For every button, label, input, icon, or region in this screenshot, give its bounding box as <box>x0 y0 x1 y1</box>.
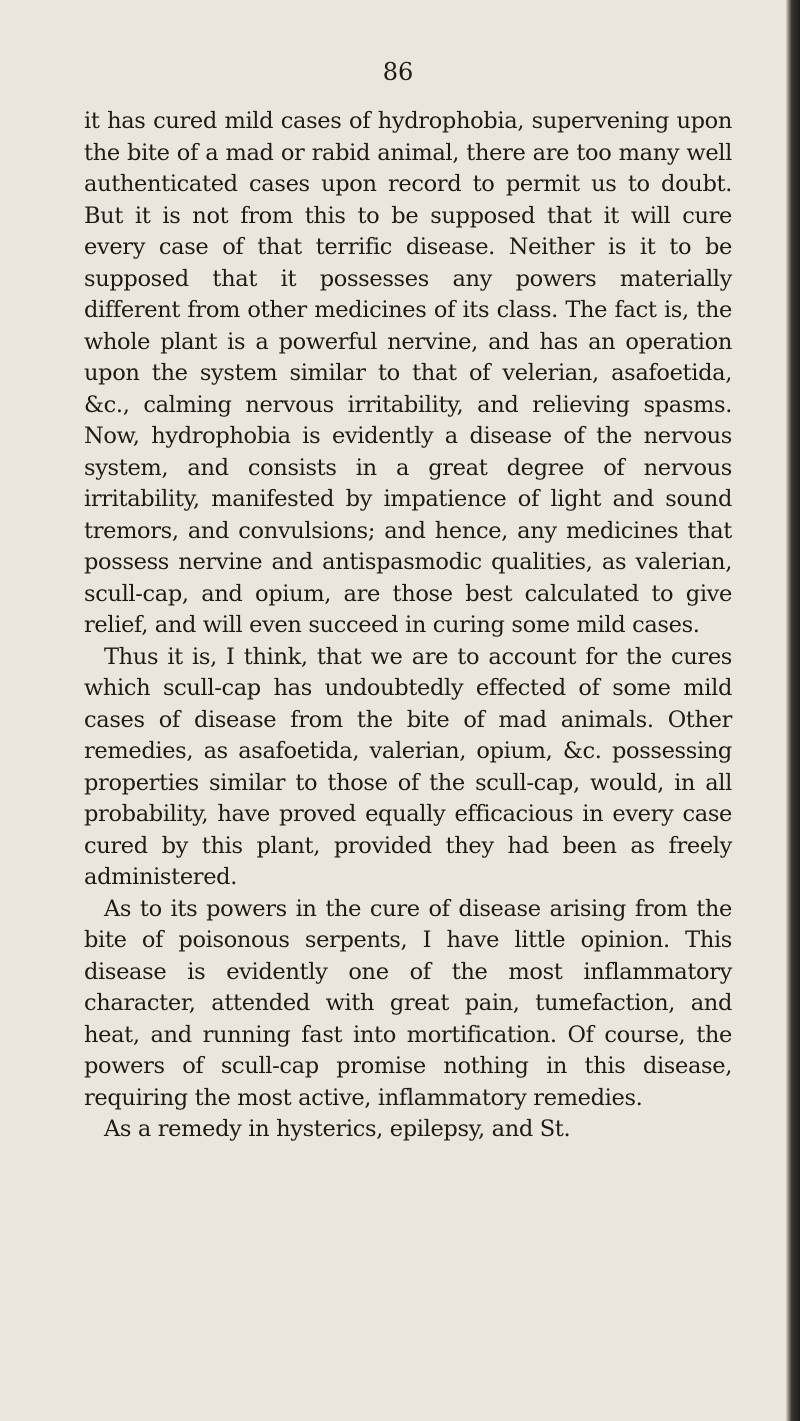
paragraph-4: As a remedy in hysterics, epilepsy, and St. <box>104 1116 571 1142</box>
paragraph-3: As to its powers in the cure of disease arising from the bite of poisonous serpents, I have little opinion. This disease is evidently one of the most inflammatory character, attended with great pain, tumefaction, and heat, and running fast into mortification. Of course, the powers of scull-cap promise nothing in this disease, requiring the most active, inflammatory remedies. <box>84 895 732 1111</box>
page-edge-shadow <box>786 0 800 1421</box>
body-text <box>84 106 732 1146</box>
page-number: 86 <box>382 58 414 86</box>
paragraph-2: Thus it is, I think, that we are to account for the cures which scull-cap has undoubtedly effected of some mild cases of disease from the bite of mad animals. Other remedies, as asafoetida, valerian, opium, &c. possessing properties similar to those of the scull-cap, would, in all probability, have proved equally efficacious in every case cured by this plant, provided they had been as freely administered. <box>84 643 732 890</box>
paragraph-1: it has cured mild cases of hydrophobia, supervening upon the bite of a mad or rabid animal, there are too many well authenticated cases upon record to permit us to doubt. But it is not from this to be supposed that it will cure every case of that terrific disease. Neither is it to be supposed that it possesses any powers materially different from other medicines of its class. The fact is, the whole plant is a powerful nervine, and has an operation upon the system similar to that of velerian, asafoetida, &c., calming nervous irritability, and relieving spasms. Now, hydrophobia is evidently a disease of the nervous system, and consists in a great degree of nervous irritability, manifested by impatience of light and sound tremors, and convulsions; and hence, any medicines that possess nervine and antispasmodic qualities, as valerian, scull-cap, and opium, are those best calculated to give relief, and will even succeed in curing some mild cases. <box>84 108 732 638</box>
